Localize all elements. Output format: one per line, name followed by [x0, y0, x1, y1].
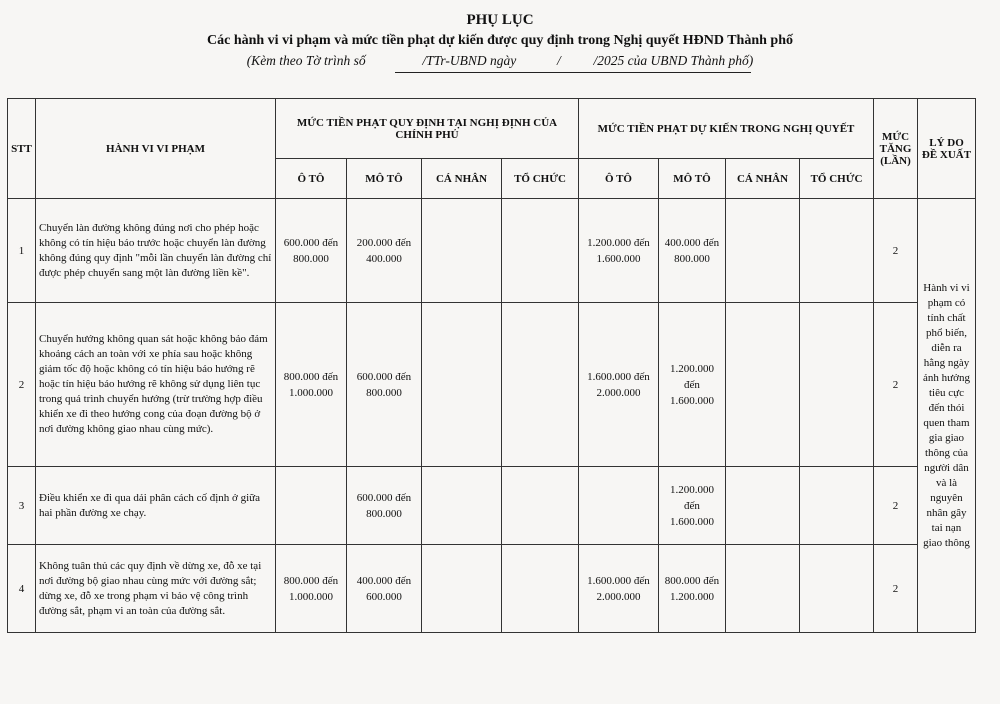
row-new-moto: 1.200.000 đến 1.600.000 — [659, 467, 726, 545]
row-new-oto: 1.600.000 đến 2.000.000 — [579, 303, 659, 467]
row-new-oto: 1.600.000 đến 2.000.000 — [579, 545, 659, 633]
row-new-tochuc — [800, 199, 874, 303]
row-new-canhan — [726, 303, 800, 467]
table-row — [8, 545, 976, 633]
row-gov-moto: 600.000 đến 800.000 — [347, 467, 422, 545]
row-new-tochuc — [800, 467, 874, 545]
header-proposed-fines: MỨC TIỀN PHẠT DỰ KIẾN TRONG NGHỊ QUYẾT — [579, 99, 874, 159]
row-gov-oto: 600.000 đến 800.000 — [276, 199, 347, 303]
subheader-new-canhan: CÁ NHÂN — [726, 159, 800, 199]
row-increase: 2 — [874, 199, 918, 303]
row-gov-tochuc — [502, 545, 579, 633]
reference-suffix: /2025 của UBND Thành phố) — [593, 53, 754, 68]
row-violation: Chuyển làn đường không đúng nơi cho phép hoặc không có tín hiệu báo trước hoặc chuyển làn đường không đúng quy định "mỗi lần chuyển làn đường chỉ được phép chuyển sang một làn đường liền kề". — [36, 199, 276, 303]
row-new-oto — [579, 467, 659, 545]
header-reason: LÝ DO ĐỀ XUẤT — [918, 99, 976, 199]
row-gov-tochuc — [502, 467, 579, 545]
row-gov-canhan — [422, 303, 502, 467]
subheader-new-moto: MÔ TÔ — [659, 159, 726, 199]
row-new-moto: 800.000 đến 1.200.000 — [659, 545, 726, 633]
subheader-gov-canhan: CÁ NHÂN — [422, 159, 502, 199]
header-stt: STT — [8, 99, 36, 199]
header-gov-fines: MỨC TIỀN PHẠT QUY ĐỊNH TẠI NGHỊ ĐỊNH CỦA CHÍNH PHỦ — [276, 99, 579, 159]
row-gov-canhan — [422, 199, 502, 303]
row-gov-moto: 600.000 đến 800.000 — [347, 303, 422, 467]
row-new-canhan — [726, 199, 800, 303]
row-stt: 2 — [8, 303, 36, 467]
row-new-tochuc — [800, 545, 874, 633]
subheader-new-tochuc: TỔ CHỨC — [800, 159, 874, 199]
row-new-moto: 1.200.000 đến 1.600.000 — [659, 303, 726, 467]
row-gov-oto: 800.000 đến 1.000.000 — [276, 545, 347, 633]
row-new-canhan — [726, 467, 800, 545]
subheader-gov-tochuc: TỔ CHỨC — [502, 159, 579, 199]
row-stt: 3 — [8, 467, 36, 545]
row-violation: Điều khiển xe đi qua dải phân cách cố định ở giữa hai phần đường xe chạy. — [36, 467, 276, 545]
reference-underline — [395, 72, 751, 73]
row-gov-oto — [276, 467, 347, 545]
row-new-oto: 1.200.000 đến 1.600.000 — [579, 199, 659, 303]
row-gov-canhan — [422, 467, 502, 545]
row-gov-moto: 200.000 đến 400.000 — [347, 199, 422, 303]
row-new-canhan — [726, 545, 800, 633]
reference-prefix: (Kèm theo Tờ trình số — [246, 53, 366, 68]
row-gov-tochuc — [502, 303, 579, 467]
violations-table — [7, 98, 976, 633]
row-increase: 2 — [874, 303, 918, 467]
reference-number: /TTr-UBND ngày — [422, 53, 517, 68]
row-gov-oto: 800.000 đến 1.000.000 — [276, 303, 347, 467]
row-gov-tochuc — [502, 199, 579, 303]
subheader-gov-moto: MÔ TÔ — [347, 159, 422, 199]
row-stt: 1 — [8, 199, 36, 303]
document-reference — [0, 53, 1000, 69]
header-increase: MỨC TĂNG (LẦN) — [874, 99, 918, 199]
table-header-row — [8, 99, 976, 159]
table-row — [8, 467, 976, 545]
table-row — [8, 303, 976, 467]
table-row — [8, 199, 976, 303]
row-violation: Chuyển hướng không quan sát hoặc không bảo đảm khoảng cách an toàn với xe phía sau hoặc không giảm tốc độ hoặc không có tín hiệu báo hướng rẽ hoặc tín hiệu báo hướng rẽ không sử dụng liên tục trong quá trình chuyển hướng (trừ trường hợp điều khiển xe đi theo hướng cong của đoạn đường bộ ở nơi đường không giao nhau cùng mức). — [36, 303, 276, 467]
row-violation: Không tuân thủ các quy định về dừng xe, đỗ xe tại nơi đường bộ giao nhau cùng mức với đường sắt; dừng xe, đỗ xe trong phạm vi bảo vệ công trình đường sắt, phạm vi an toàn của đường sắt. — [36, 545, 276, 633]
document-title: PHỤ LỤC — [466, 12, 534, 28]
row-increase: 2 — [874, 467, 918, 545]
subheader-new-oto: Ô TÔ — [579, 159, 659, 199]
row-new-tochuc — [800, 303, 874, 467]
row-increase: 2 — [874, 545, 918, 633]
row-gov-canhan — [422, 545, 502, 633]
reason-cell: Hành vi vi phạm có tính chất phổ biến, diễn ra hằng ngày ảnh hưởng tiêu cực đến thói quen tham gia giao thông của người dân và là nguyên nhân gây tai nạn giao thông — [918, 199, 976, 633]
row-gov-moto: 400.000 đến 600.000 — [347, 545, 422, 633]
row-stt: 4 — [8, 545, 36, 633]
reference-slash: / — [557, 53, 561, 68]
subheader-gov-oto: Ô TÔ — [276, 159, 347, 199]
row-new-moto: 400.000 đến 800.000 — [659, 199, 726, 303]
header-violation: HÀNH VI VI PHẠM — [36, 99, 276, 199]
document-subtitle: Các hành vi vi phạm và mức tiền phạt dự kiến được quy định trong Nghị quyết HĐND Thành phố — [207, 33, 793, 48]
